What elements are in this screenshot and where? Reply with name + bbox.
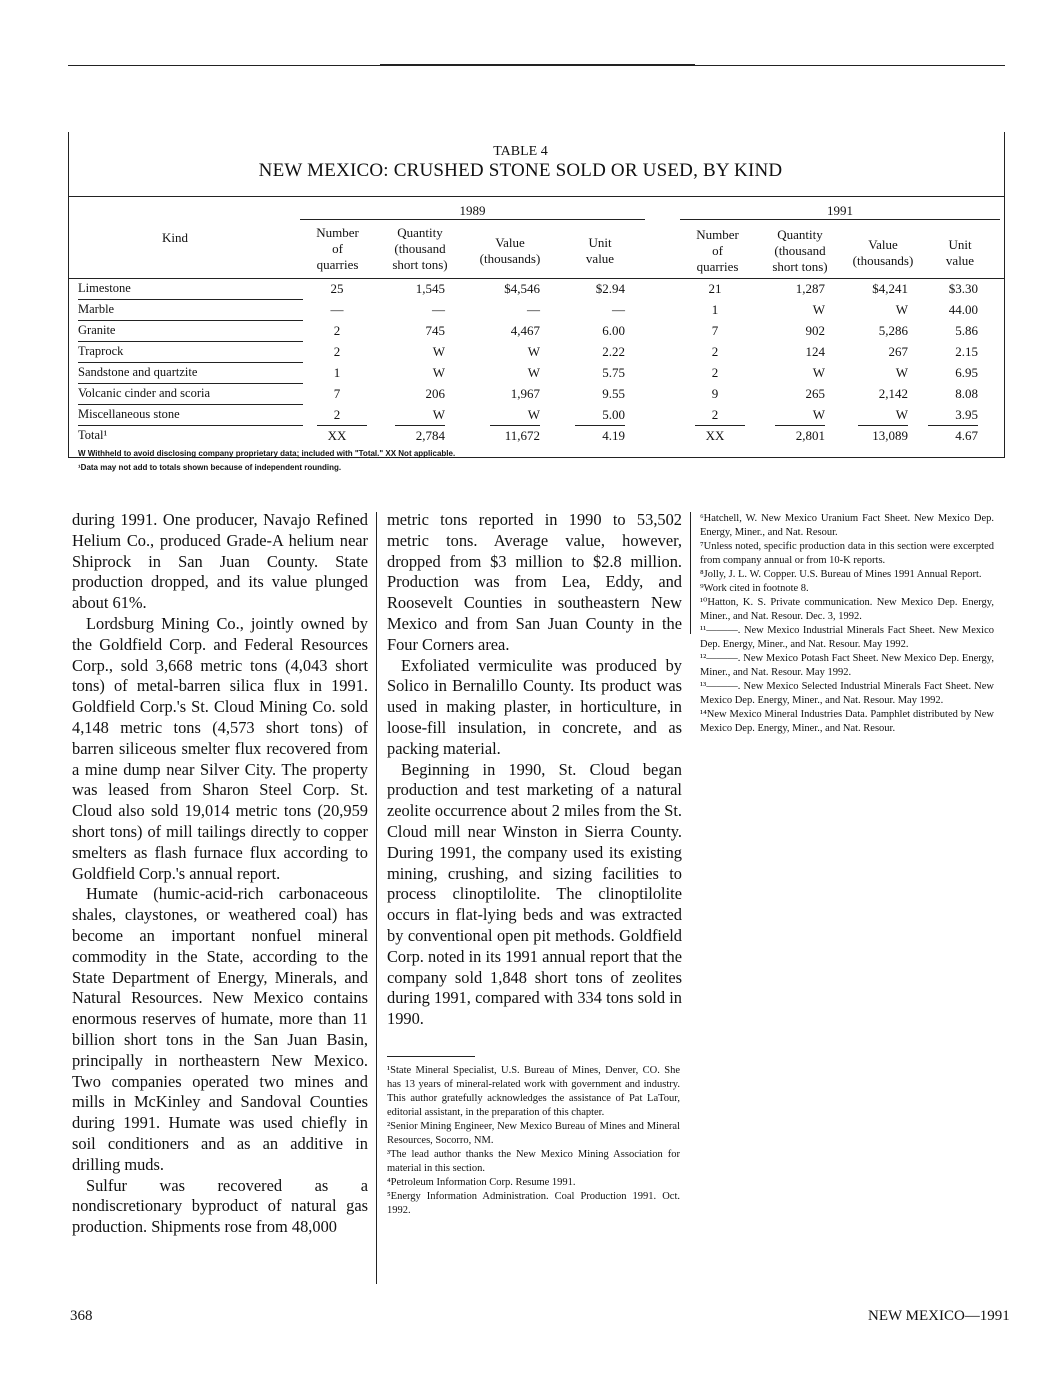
table-cell: 5.86 (955, 323, 978, 338)
table-cell: W (895, 365, 908, 380)
kind-header: Kind (162, 230, 188, 245)
table-note-rounding: ¹Data may not add to totals shown because of independent rounding. (78, 463, 342, 472)
row-divider (78, 299, 303, 300)
table-cell: 206 (425, 386, 445, 401)
table-cell: $2.94 (595, 281, 625, 296)
year-1991-rule (680, 219, 1000, 220)
value-header-1991: Value (thousands) (852, 237, 914, 268)
footnote: ¹⁰Hatton, K. S. Private communication. New Mexico Dep. Energy, Miner., and Nat. Resour. Dec. 3, 1992. (700, 597, 994, 622)
table-row-kind: Volcanic cinder and scoria (78, 386, 211, 400)
table-cell: $4,546 (504, 281, 540, 296)
table-cell: — (330, 302, 344, 317)
table-row-kind: Traprock (78, 344, 124, 358)
table-cell: 2,801 (795, 428, 825, 443)
column-divider-2 (690, 512, 691, 634)
table-cell: 44.00 (948, 302, 978, 317)
paragraph: Humate (humic-acid-rich carbonaceous shales, claystones, or weathered coal) has become an important nonfuel mineral commodity in the State, according to the State Department of Energy, Minerals, and Natural Resources. New Mexico contains enormous reserves of humate, more than 11 billion short tons in the San Juan Basin, principally in northeastern New Mexico. Two companies operated two mines and mills in McKinley and Sandoval Counties during 1991. Humate was used chiefly in soil conditioners and as an additive in drilling muds. (72, 884, 368, 1174)
table-cell: 4.19 (602, 428, 625, 443)
table-cell: W (432, 344, 445, 359)
table-cell: 2,784 (415, 428, 445, 443)
table-cell: 8.08 (955, 386, 978, 401)
table-row-kind: Sandstone and quartzite (78, 365, 198, 379)
quantity-header-1991: Quantity (thousand short tons) (772, 227, 828, 274)
table-cell: 4.67 (955, 428, 978, 443)
table-cell: 2 (333, 344, 341, 359)
footnote: ¹State Mineral Specialist, U.S. Bureau of Mines, Denver, CO. She has 13 years of mineral-related work with government and industry. This author gratefully acknowledges the assistance of Pat LaTour, editorial assistant, in the preparation of this chapter. (387, 1065, 680, 1118)
table-cell: W (812, 407, 825, 422)
footnote: ¹⁴New Mexico Mineral Industries Data. Pamphlet distributed by New Mexico Dep. Energy, Miner., and Nat. Resour. (700, 709, 994, 734)
table-cell: W (432, 365, 445, 380)
table-cell: 9 (711, 386, 719, 401)
table-cell: W (812, 365, 825, 380)
running-title: NEW MEXICO—1991 (868, 1308, 1010, 1324)
table-cell: 1,967 (510, 386, 540, 401)
table-cell: 5.00 (602, 407, 625, 422)
table-cell: 13,089 (872, 428, 908, 443)
table-cell: XX (705, 428, 725, 443)
unit-header-1991: Unit value (945, 237, 975, 268)
table-cell: 21 (708, 281, 722, 296)
table-cell: 11,672 (504, 428, 540, 443)
table-cell: 1 (333, 365, 341, 380)
footnote: ⁷Unless noted, specific production data in this section were excerpted from company annual or from 10-K reports. (700, 541, 994, 566)
number-header-1991: Number of quarries (696, 227, 739, 274)
text-column-2 (387, 510, 682, 1030)
footnote: ⁸Jolly, J. L. W. Copper. U.S. Bureau of Mines 1991 Annual Report. (700, 569, 982, 580)
total-rule (775, 425, 825, 426)
table-cell: 5,286 (878, 323, 908, 338)
table-cell: W (895, 407, 908, 422)
top-rule-thick (380, 64, 695, 66)
footnote: ³The lead author thanks the New Mexico Mining Association for material in this section. (387, 1149, 680, 1174)
table-cell: 7 (711, 323, 719, 338)
total-rule (928, 425, 978, 426)
footnote: ¹²———. New Mexico Potash Fact Sheet. New Mexico Dep. Energy, Miner., and Nat. Resour. May 1992. (700, 653, 994, 678)
table-cell: $4,241 (872, 281, 908, 296)
footnote: ²Senior Mining Engineer, New Mexico Bureau of Mines and Mineral Resources, Socorro, NM. (387, 1121, 680, 1146)
footnotes-column-3 (700, 512, 994, 736)
table-cell: W (812, 302, 825, 317)
table-row-kind: Limestone (78, 281, 131, 295)
table-cell: 1 (711, 302, 719, 317)
table-row-kind: Miscellaneous stone (78, 407, 180, 421)
paragraph: Beginning in 1990, St. Cloud began production and test marketing of a natural zeolite occurrence about 2 miles from the St. Cloud mill near Winston in Sierra County. During 1991, the company used its existing mining, crushing, and sizing facilities to process clinoptilolite. The clinoptilolite occurs in flat-lying beds and was extracted by conventional open pit methods. Goldfield Corp. noted in its 1991 annual report that the company sold 1,848 short tons of zeolites during 1991, compared with 334 tons sold in 1990. (387, 759, 682, 1029)
table-cell: 2 (711, 365, 719, 380)
column-divider-1 (376, 512, 377, 1284)
row-divider (78, 341, 303, 342)
table-title: NEW MEXICO: CRUSHED STONE SOLD OR USED, BY KIND (258, 160, 783, 181)
text-column-1 (72, 510, 368, 1238)
number-header-1989: Number of quarries (316, 225, 359, 272)
table-cell: W (527, 344, 540, 359)
total-rule (490, 425, 540, 426)
footnote: ⁴Petroleum Information Corp. Resume 1991. (387, 1177, 576, 1188)
table-cell: 5.75 (602, 365, 625, 380)
footnote: ¹³———. New Mexico Selected Industrial Minerals Fact Sheet. New Mexico Dep. Energy, Miner., and Nat. Resour. May 1992. (700, 681, 994, 706)
table-row-kind: Granite (78, 323, 116, 337)
table-cell: 265 (805, 386, 825, 401)
table-cell: 6.95 (955, 365, 978, 380)
table-cell: 902 (805, 323, 825, 338)
page-number: 368 (70, 1308, 93, 1324)
row-divider (78, 425, 303, 426)
year-1989-header: 1989 (459, 203, 486, 218)
table-cell: 2 (333, 407, 341, 422)
paragraph: Lordsburg Mining Co., jointly owned by the Goldfield Corp. and Federal Resources Corp., sold 3,668 metric tons (4,043 short tons) of metal-barren silica flux in 1991. Goldfield Corp.'s St. Cloud Mining Co. sold 4,148 metric tons (4,573 short tons) of barren siliceous smelter flux recovered from a mine dump near Silver City. The property was leased from Sharon Steel Corp. St. Cloud also sold 19,014 metric tons (20,959 short tons) of mill tailings directly to copper smelters as flash furnace flux according to Goldfield Corp.'s annual report. (72, 613, 368, 883)
unit-header-1989: Unit value (585, 235, 615, 266)
table-cell: — (432, 302, 445, 317)
year-1989-rule (300, 219, 645, 220)
table-cell: 2 (711, 407, 719, 422)
total-rule (317, 425, 367, 426)
table-cell: 25 (330, 281, 344, 296)
table-cell: 267 (888, 344, 908, 359)
table-cell: W (432, 407, 445, 422)
table-cell: 2 (333, 323, 341, 338)
table-cell: — (612, 302, 625, 317)
row-divider (78, 404, 303, 405)
table-label: TABLE 4 (493, 144, 548, 159)
table-cell: 9.55 (602, 386, 625, 401)
table-cell: 3.95 (955, 407, 978, 422)
total-rule (695, 425, 745, 426)
table-cell: 2.22 (602, 344, 625, 359)
total-rule (858, 425, 908, 426)
footnote: ⁵Energy Information Administration. Coal Production 1991. Oct. 1992. (387, 1191, 680, 1216)
quantity-header-1989: Quantity (thousand short tons) (392, 225, 448, 272)
footnote: ⁶Hatchell, W. New Mexico Uranium Fact Sheet. New Mexico Dep. Energy, Miner., and Nat. Resour. (700, 513, 994, 538)
table-cell: 745 (425, 323, 445, 338)
footnote: ¹¹———. New Mexico Industrial Minerals Fact Sheet. New Mexico Dep. Energy, Miner., and Nat. Resour. May 1992. (700, 625, 994, 650)
footnote: ⁹Work cited in footnote 8. (700, 583, 809, 594)
paragraph: Exfoliated vermiculite was produced by Solico in Bernalillo County. Its product was used in making plaster, in horticulture, in loose-fill insulation, in concrete, and as packing material. (387, 655, 682, 758)
table-cell: 124 (805, 344, 825, 359)
table-cell: 4,467 (510, 323, 540, 338)
table-row-kind: Marble (78, 302, 115, 316)
table-cell: — (527, 302, 540, 317)
table-cell: 1,287 (795, 281, 825, 296)
year-1991-header: 1991 (827, 203, 853, 218)
paragraph: metric tons reported in 1990 to 53,502 metric tons. Average value, however, dropped from $3 million to $2.8 million. Production was from Lea, Eddy, and Roosevelt Counties in southeastern New Mexico and from San Juan County in the Four Corners area. (387, 510, 682, 654)
total-rule (395, 425, 445, 426)
table-cell: $3.30 (948, 281, 978, 296)
total-rule (575, 425, 625, 426)
table-cell: 2.15 (955, 344, 978, 359)
footnotes-column-2 (387, 1064, 680, 1218)
table-row-kind: Total¹ (78, 428, 108, 442)
table-cell: 1,545 (415, 281, 445, 296)
table-cell: 7 (333, 386, 341, 401)
paragraph: Sulfur was recovered as a nondiscretionary byproduct of natural gas production. Shipments rose from 48,000 (72, 1175, 368, 1237)
value-header-1989: Value (thousands) (479, 235, 541, 266)
row-divider (78, 320, 303, 321)
table-note-withheld: W Withheld to avoid disclosing company proprietary data; included with "Total." XX Not applicable. (78, 449, 456, 458)
table-cell: W (527, 365, 540, 380)
header-bottom-rule (68, 278, 1005, 279)
table-cell: 6.00 (602, 323, 625, 338)
footnote-rule (387, 1056, 475, 1057)
table-cell: W (527, 407, 540, 422)
table-cell: XX (327, 428, 347, 443)
table-top-rule (68, 196, 1005, 197)
paragraph: during 1991. One producer, Navajo Refined Helium Co., produced Grade-A helium near Shiprock in San Juan County. State production dropped, and its value plunged about 61%. (72, 510, 368, 613)
table-cell: 2,142 (878, 386, 908, 401)
table-cell: 2 (711, 344, 719, 359)
row-divider (78, 362, 303, 363)
row-divider (78, 383, 303, 384)
table-cell: W (895, 302, 908, 317)
